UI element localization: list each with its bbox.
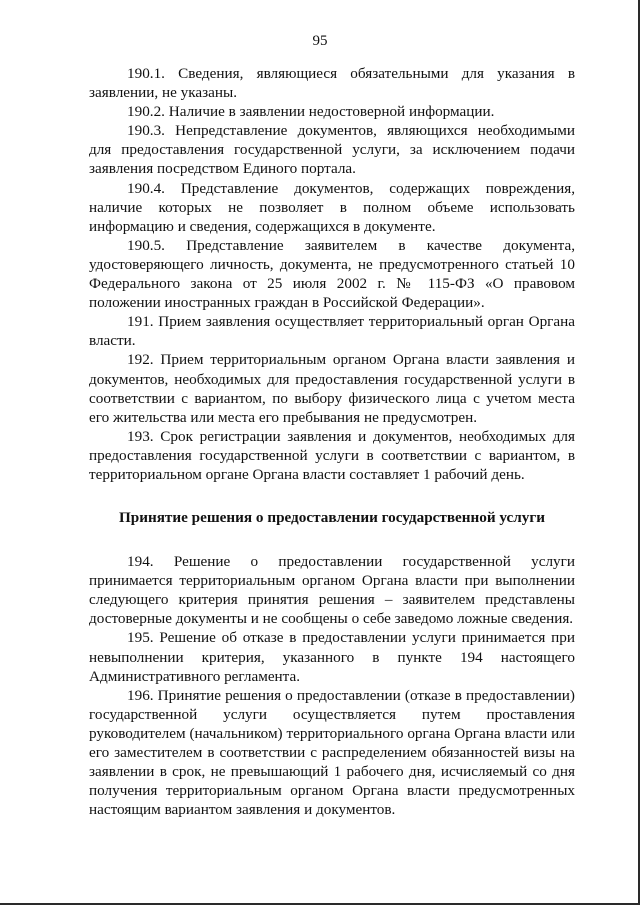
paragraph-196: 196. Принятие решения о предоставлении (отказе в предоставлении) государственной услуги осуществляется путем проставления руководителем (начальником) территориального органа Органа власти или его заместителем в соответствии с распределением обязанностей визы на заявлении в срок, не превышающий 1 рабочего дня, исчисляемый со дня получения территориальным органом Органа власти предусмотренных настоящим вариантом заявления и документов. xyxy=(89,686,575,819)
paragraph-190-2: 190.2. Наличие в заявлении недостоверной информации. xyxy=(127,103,495,121)
paragraph-192: 192. Прием территориальным органом Органа власти заявления и документов, необходимых для предоставления государственной услуги в соответствии с вариантом, по выбору физического лица с учетом места его жительства или места его пребывания не предусмотрен. xyxy=(89,351,575,426)
paragraph-191: 191. Прием заявления осуществляет территориальный орган Органа власти. xyxy=(89,313,575,350)
document-body xyxy=(89,64,575,819)
paragraph-190-3: 190.3. Непредставление документов, являющихся необходимыми для предоставления государственной услуги, за исключением подачи заявления посредством Единого портала. xyxy=(89,122,575,178)
page-number: 95 xyxy=(312,33,328,49)
paragraph-190-5: 190.5. Представление заявителем в качестве документа, удостоверяющего личность, документа, не предусмотренного статьей 10 Федерального закона от 25 июля 2002 г. № 115-ФЗ «О правовом положении иностранных граждан в Российской Федерации». xyxy=(89,236,575,312)
paragraph-194: 194. Решение о предоставлении государственной услуги принимается территориальным органом Органа власти при выполнении следующего критерия принятия решения – заявителем представлены достоверные документы и не сообщены о себе заведомо ложные сведения. xyxy=(89,553,575,628)
paragraph-190-1: 190.1. Сведения, являющиеся обязательными для указания в заявлении, не указаны. xyxy=(89,65,575,102)
paragraph-193: 193. Срок регистрации заявления и документов, необходимых для предоставления государственной услуги в соответствии с вариантом, в территориальном органе Органа власти составляет 1 рабочий день. xyxy=(89,427,575,483)
paragraph-190-4: 190.4. Представление документов, содержащих повреждения, наличие которых не позволяет в полном объеме использовать информацию и сведения, содержащихся в документе. xyxy=(89,179,575,235)
paragraph-195: 195. Решение об отказе в предоставлении услуги принимается при невыполнении критерия, указанного в пункте 194 настоящего Административного регламента. xyxy=(89,629,575,685)
section-heading: Принятие решения о предоставлении государственной услуги xyxy=(118,509,546,527)
